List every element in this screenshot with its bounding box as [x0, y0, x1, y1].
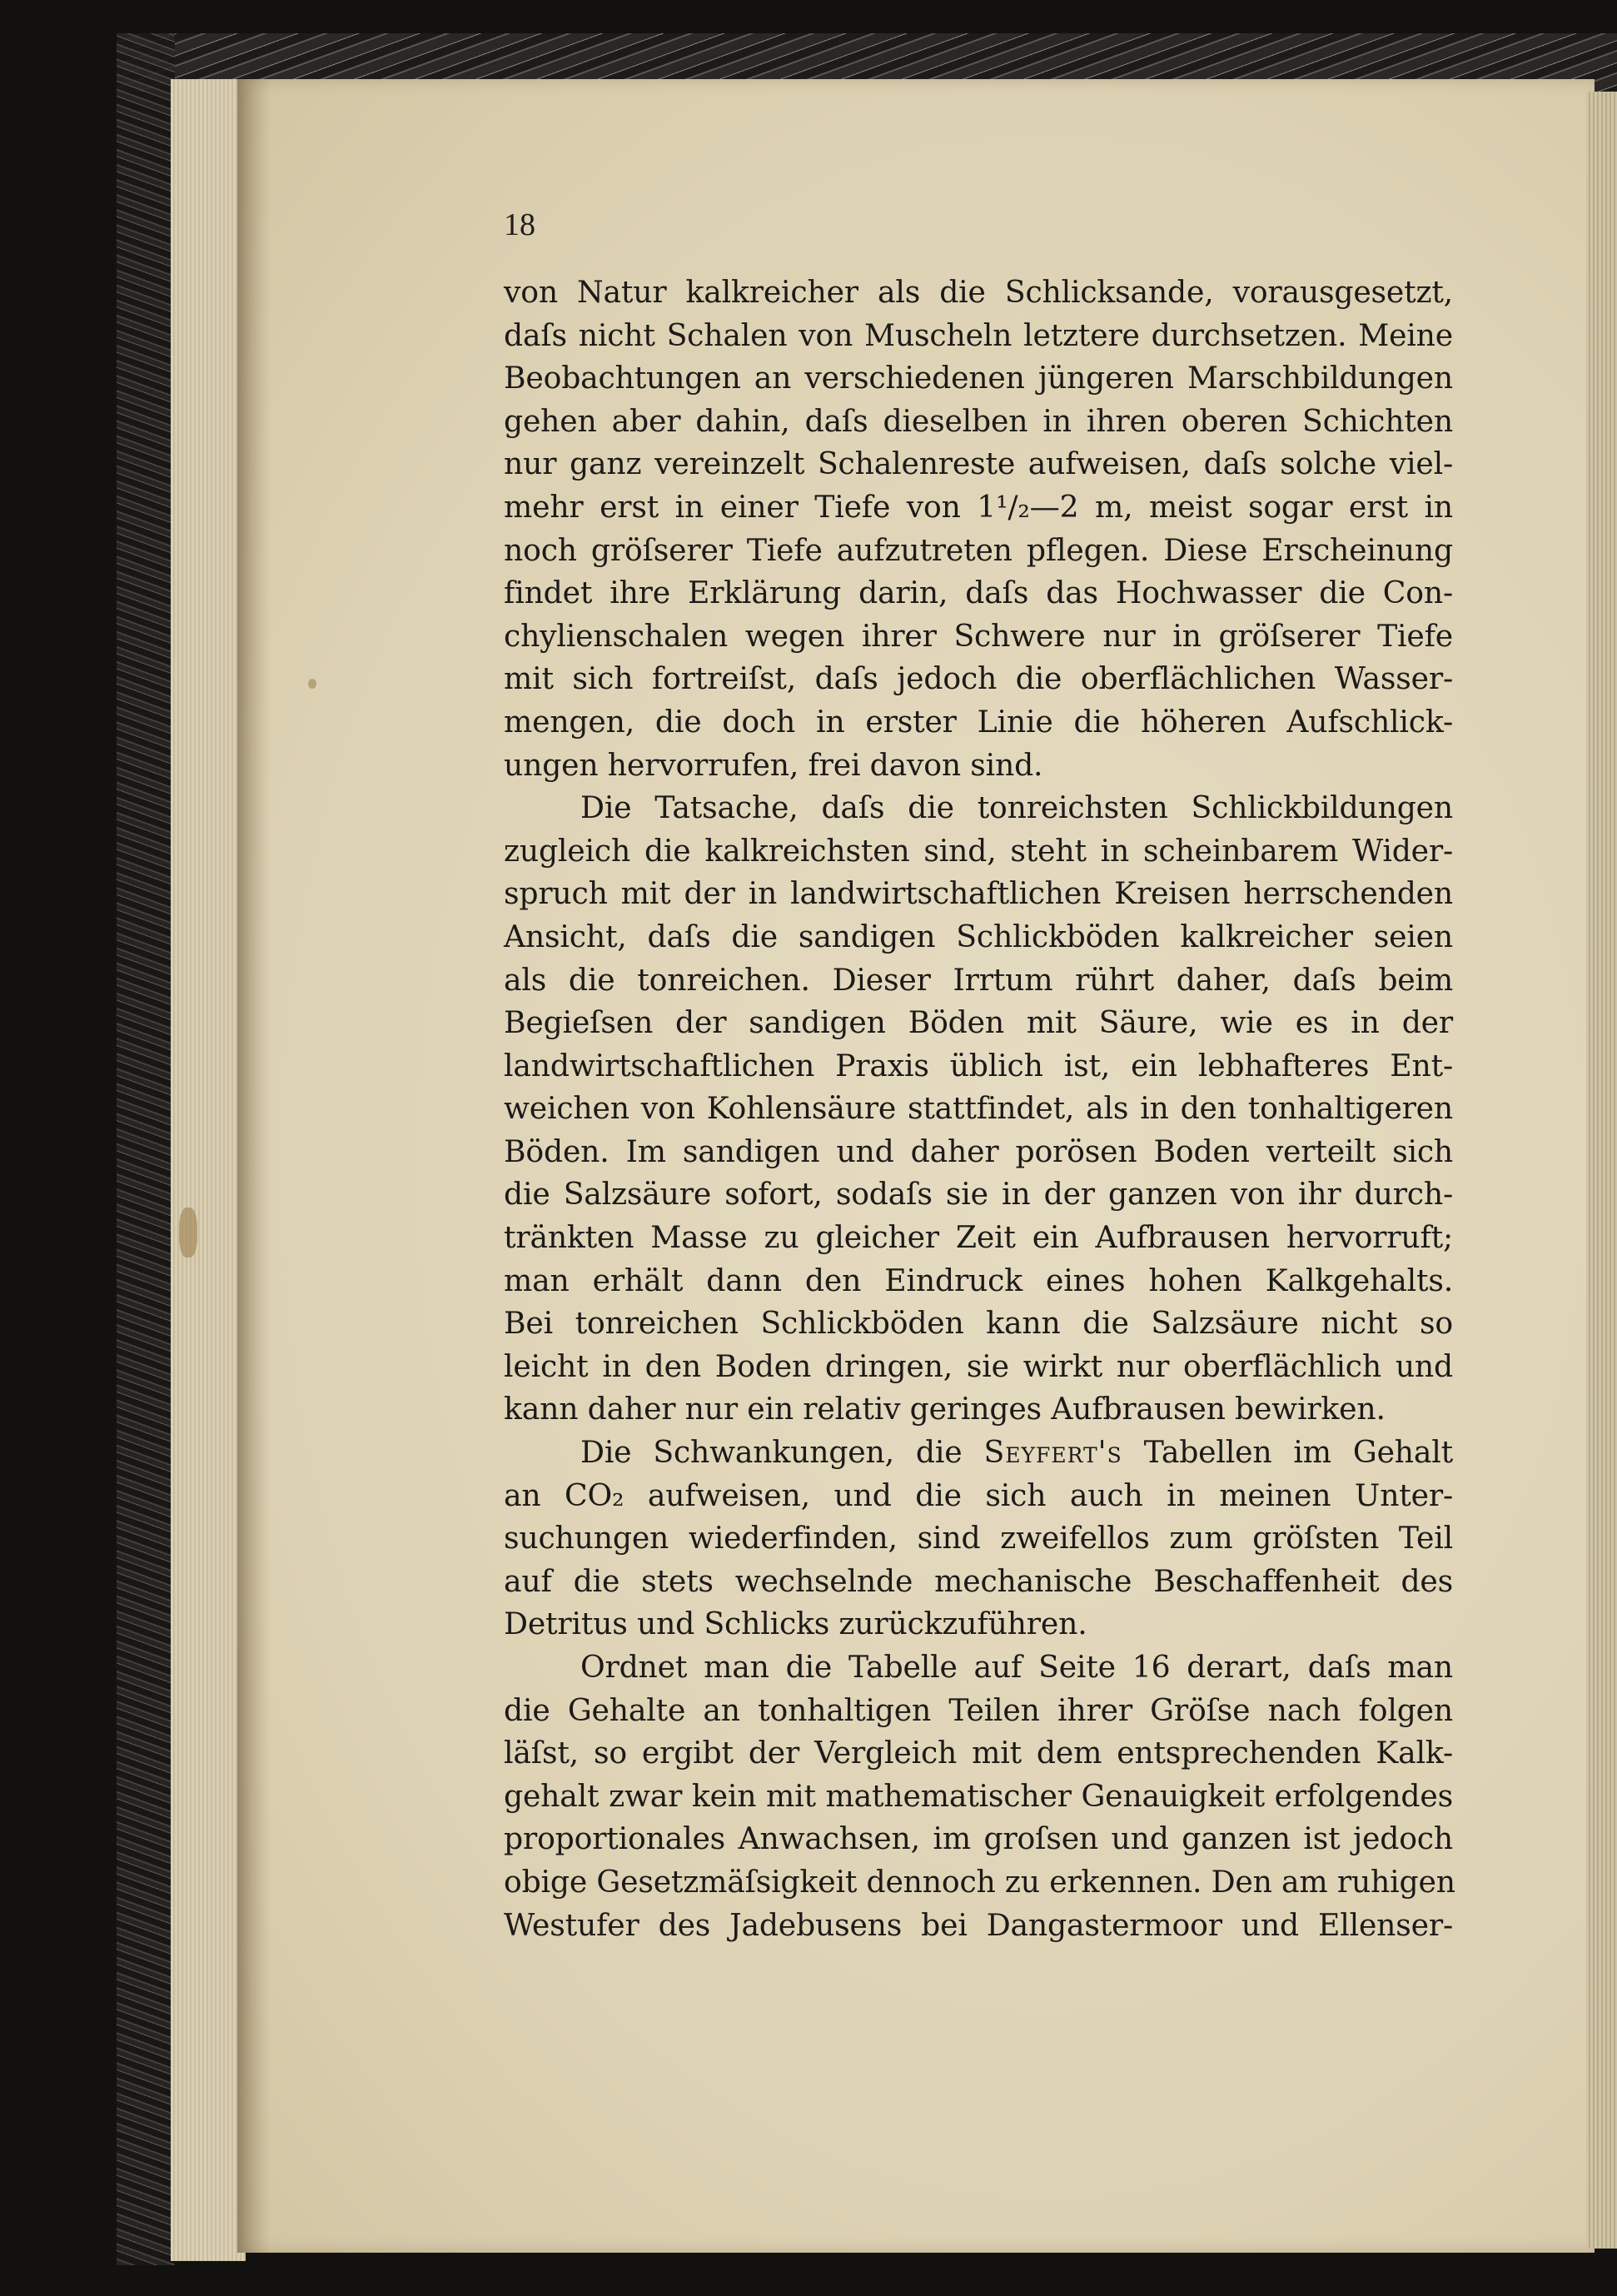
text-line: gehen aber dahin, daſs dieselben in ihren oberen Schichten [504, 402, 1453, 439]
text-line: die Salzsäure sofort, sodaſs sie in der ganzen von ihr durch- [504, 1176, 1453, 1213]
text-line: gehalt zwar kein mit mathematischer Genauigkeit erfolgendes [504, 1777, 1453, 1814]
text-line: kann daher nur ein relativ geringes Aufbrausen bewirken. [504, 1391, 1386, 1427]
text-line: an CO₂ aufweisen, und die sich auch in meinen Unter- [504, 1477, 1453, 1513]
right-page-edges [1586, 92, 1617, 2249]
text-line: Beobachtungen an verschiedenen jüngeren Marschbildungen [504, 360, 1453, 396]
body-text [504, 271, 1453, 1946]
text-line: Detritus und Schlicks zurückzuführen. [504, 1606, 1087, 1642]
text-line: weichen von Kohlensäure stattfindet, als in den tonhaltigeren [504, 1090, 1453, 1127]
text-line: man erhält dann den Eindruck eines hohen Kalkgehalts. [504, 1262, 1453, 1298]
text-line: zugleich die kalkreichsten sind, steht in scheinbarem Wider- [504, 832, 1453, 869]
text-line: landwirtschaftlichen Praxis üblich ist, ein lebhafteres Ent- [504, 1047, 1453, 1083]
text-line: Die Schwankungen, die Seyfert's Tabellen im Gehalt [580, 1434, 1453, 1471]
text-line: Westufer des Jadebusens bei Dangastermoor und Ellenser- [504, 1906, 1453, 1943]
spine-shadow [237, 79, 271, 2253]
text-line: Ordnet man die Tabelle auf Seite 16 derart, daſs man [580, 1649, 1453, 1685]
text-line: läſst, so ergibt der Vergleich mit dem entsprechenden Kalk- [504, 1735, 1453, 1771]
text-line: auf die stets wechselnde mechanische Beschaffenheit des [504, 1562, 1453, 1599]
text-line: leicht in den Boden dringen, sie wirkt nur oberflächlich und [504, 1347, 1453, 1384]
text-line: die Gehalte an tonhaltigen Teilen ihrer Gröſse nach folgen [504, 1691, 1453, 1728]
text-line: Die Tatsache, daſs die tonreichsten Schlickbildungen [580, 789, 1453, 826]
text-line: mit sich fortreiſst, daſs jedoch die oberflächlichen Wasser- [504, 660, 1453, 697]
text-line: ungen hervorrufen, frei davon sind. [504, 746, 1043, 783]
paper-stain [179, 1208, 197, 1258]
text-line: daſs nicht Schalen von Muscheln letztere durchsetzen. Meine [504, 316, 1453, 353]
text-line: mehr erst in einer Tiefe von 1¹/₂—2 m, meist sogar erst in [504, 488, 1453, 525]
text-line: spruch mit der in landwirtschaftlichen Kreisen herrschenden [504, 875, 1453, 912]
text-line: nur ganz vereinzelt Schalenreste aufweisen, daſs solche viel- [504, 446, 1453, 482]
text-line: Böden. Im sandigen und daher porösen Boden verteilt sich [504, 1133, 1453, 1169]
text-line: noch gröſserer Tiefe aufzutreten pflegen. Diese Erscheinung [504, 531, 1453, 568]
text-line: obige Gesetzmäſsigkeit dennoch zu erkennen. Den am ruhigen [504, 1863, 1455, 1900]
text-line: chylienschalen wegen ihrer Schwere nur in gröſserer Tiefe [504, 617, 1453, 654]
text-line: findet ihre Erklärung darin, daſs das Hochwasser die Con- [504, 575, 1453, 611]
page-number: 18 [504, 207, 535, 242]
text-line: suchungen wiederfinden, sind zweifellos zum gröſsten Teil [504, 1520, 1453, 1556]
text-line: tränkten Masse zu gleicher Zeit ein Aufbrausen hervorruft; [504, 1219, 1453, 1256]
text-line: Ansicht, daſs die sandigen Schlickböden kalkreicher seien [504, 918, 1453, 954]
text-line: proportionales Anwachsen, im groſsen und ganzen ist jedoch [504, 1820, 1453, 1857]
marbled-cover-edge [117, 33, 175, 2265]
text-line: als die tonreichen. Dieser Irrtum rührt daher, daſs beim [504, 961, 1453, 998]
page-stack-edges [171, 79, 246, 2261]
text-line: von Natur kalkreicher als die Schlicksande, vorausgesetzt, [504, 274, 1453, 310]
text-line: Begieſsen der sandigen Böden mit Säure, wie es in der [504, 1004, 1453, 1041]
text-line: mengen, die doch in erster Linie die höheren Aufschlick- [504, 703, 1453, 740]
text-line: Bei tonreichen Schlickböden kann die Salzsäure nicht so [504, 1305, 1453, 1342]
author-name-smallcaps: Seyfert's [983, 1434, 1122, 1471]
paper-fleck [308, 679, 316, 689]
